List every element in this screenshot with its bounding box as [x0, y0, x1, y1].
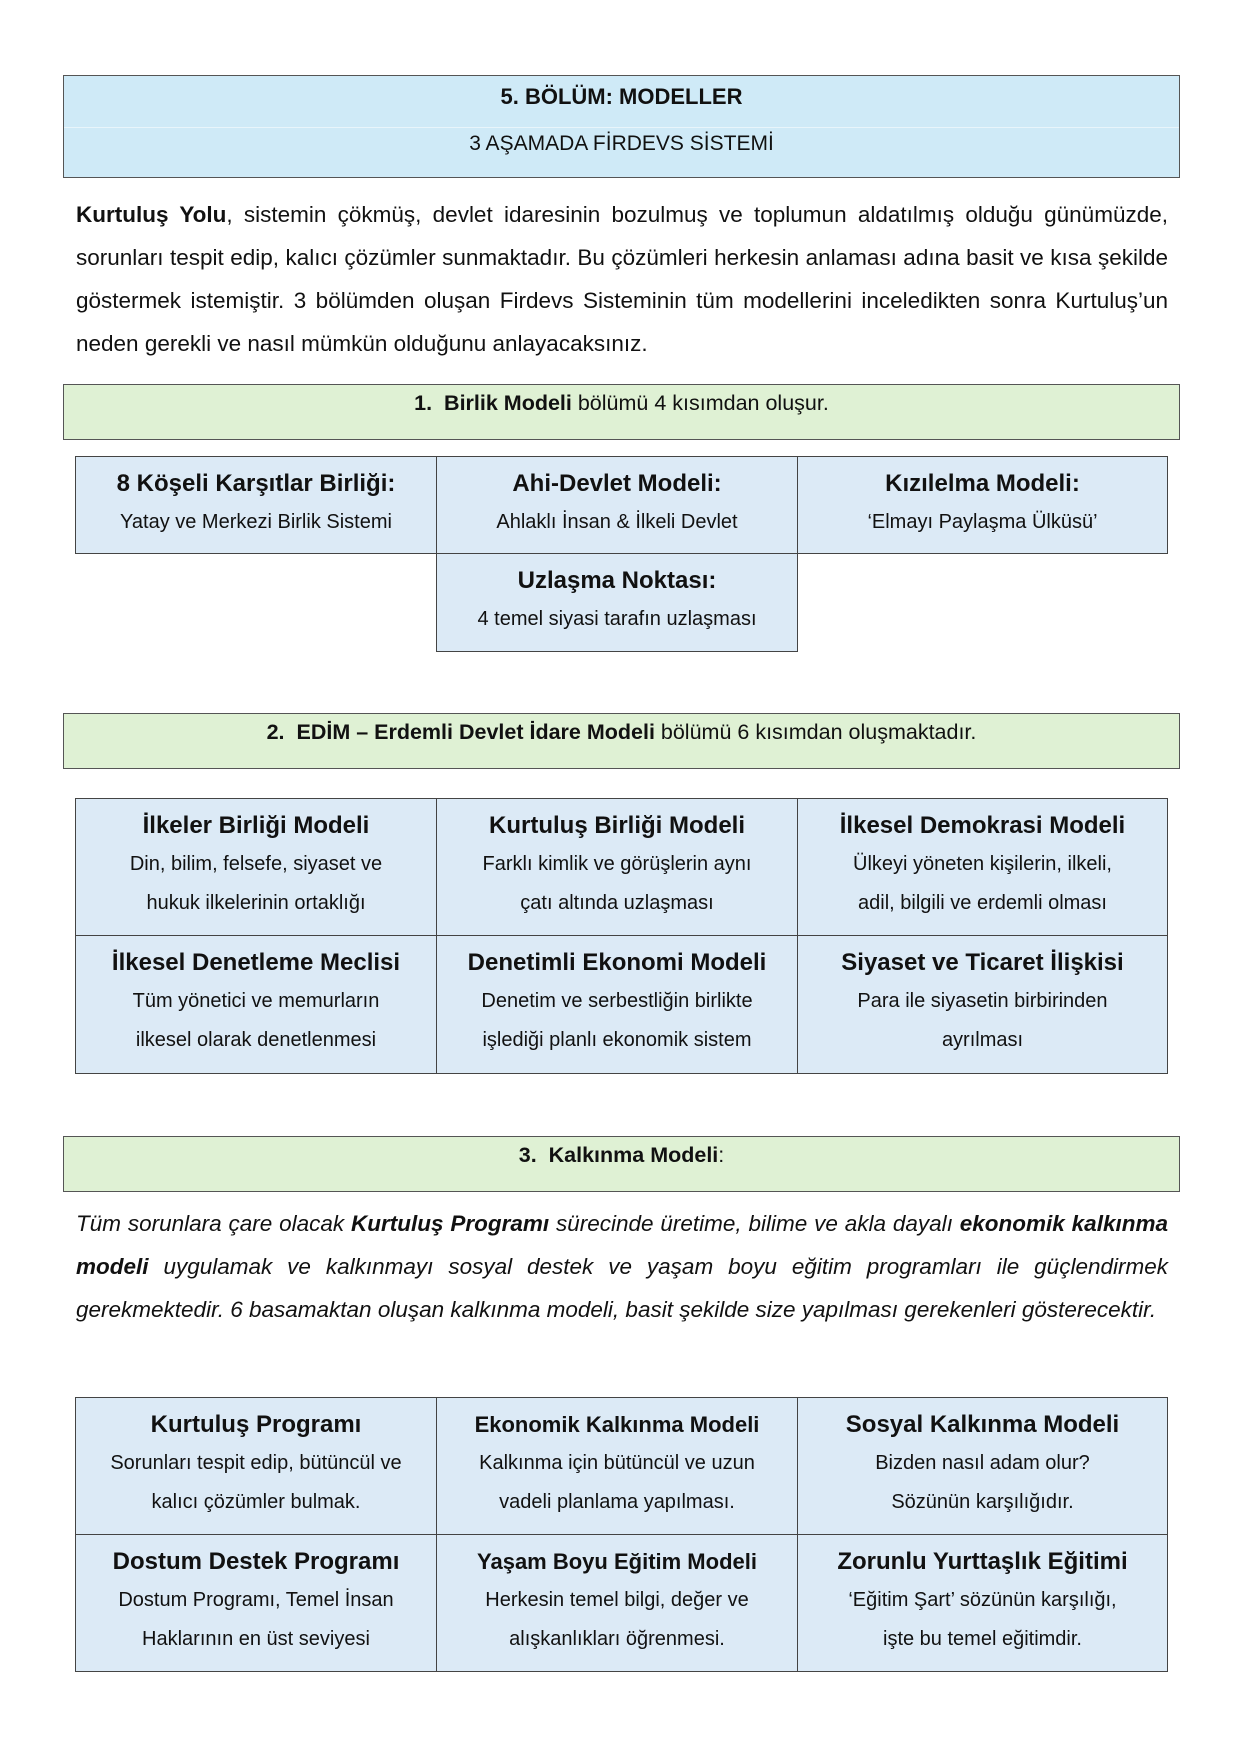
para-bold: Kurtuluş Programı [351, 1211, 550, 1236]
section-2-rest: bölümü 6 kısımdan oluşmaktadır. [654, 720, 977, 744]
model-card-desc-line: ilkesel olarak denetlenmesi [135, 1029, 377, 1051]
section-1-heading [63, 384, 1180, 440]
model-card-desc: Yatay ve Merkezi Birlik Sistemi [120, 511, 392, 533]
model-card-desc-line: işlediği planlı ekonomik sistem [482, 1029, 752, 1051]
model-card-desc-line: çatı altında uzlaşması [520, 892, 714, 914]
section-3-title: Kalkınma Modeli [548, 1143, 719, 1167]
model-card-desc-line: hukuk ilkelerinin ortaklığı [146, 892, 366, 914]
model-card-title: İlkesel Denetleme Meclisi [111, 949, 401, 976]
section-3-number: 3. [518, 1143, 537, 1167]
model-card-title: Siyaset ve Ticaret İlişkisi [841, 949, 1124, 976]
chapter-subtitle: 3 AŞAMADA FİRDEVS SİSTEMİ [469, 132, 774, 155]
model-card [75, 935, 437, 1074]
chapter-header [63, 75, 1180, 178]
model-card-desc-line: Haklarının en üst seviyesi [142, 1628, 370, 1650]
model-card-desc-line: Kalkınma için bütüncül ve uzun [479, 1452, 755, 1474]
model-card [797, 1534, 1168, 1672]
section-3-rest: : [718, 1143, 725, 1167]
section-2-number: 2. [266, 720, 285, 744]
section-2-heading [63, 713, 1180, 769]
para-text: Tüm sorunlara çare olacak [76, 1211, 352, 1236]
model-card [436, 1534, 798, 1672]
model-card-title: Kurtuluş Birliği Modeli [489, 812, 745, 839]
model-card-desc-line: Herkesin temel bilgi, değer ve [485, 1589, 749, 1611]
section-1-number: 1. [414, 391, 433, 415]
model-card-title: Kızılelma Modeli: [885, 470, 1080, 497]
model-card [797, 935, 1168, 1074]
model-card-desc-line: Bizden nasıl adam olur? [875, 1452, 1090, 1474]
intro-paragraph [76, 193, 1168, 365]
model-card-desc-line: Farklı kimlik ve görüşlerin aynı [482, 853, 752, 875]
model-card [436, 456, 798, 554]
model-card-desc-line: ayrılması [941, 1029, 1024, 1051]
model-card-desc-line: Sorunları tespit edip, bütüncül ve [110, 1452, 402, 1474]
chapter-title: 5. BÖLÜM: MODELLER [500, 84, 743, 109]
para-text: uygulamak ve kalkınmayı sosyal destek ve yaşam boyu eğitim programları ile güçlendirmek gerekmektedir. 6 basamaktan oluşan kalkınma modeli, basit şekilde size yapılması gerekenleri gösterecektir. [76, 1254, 1168, 1322]
model-card-title: Denetimli Ekonomi Modeli [467, 949, 767, 976]
model-card [75, 1397, 437, 1535]
intro-lead: Kurtuluş Yolu [76, 202, 227, 227]
model-card-desc-line: Dostum Programı, Temel İnsan [118, 1589, 394, 1611]
para-bold: ekonomik kalkınma modeli [76, 1211, 1168, 1279]
model-card-title: Sosyal Kalkınma Modeli [845, 1411, 1120, 1438]
model-card-title: Yaşam Boyu Eğitim Modeli [477, 1549, 757, 1574]
model-card-desc-line: Ülkeyi yöneten kişilerin, ilkeli, [853, 853, 1112, 875]
model-card-desc-line: işte bu temel eğitimdir. [883, 1628, 1082, 1650]
model-card [75, 798, 437, 936]
model-card [797, 456, 1168, 554]
model-card-desc-line: Sözünün karşılığıdır. [891, 1491, 1074, 1513]
model-card-title: Uzlaşma Noktası: [517, 567, 717, 594]
model-card-desc: 4 temel siyasi tarafın uzlaşması [477, 608, 757, 630]
model-card [436, 1397, 798, 1535]
section-1-rest: bölümü 4 kısımdan oluşur. [571, 391, 829, 415]
section-3-paragraph [76, 1202, 1168, 1331]
model-card-desc-line: Din, bilim, felsefe, siyaset ve [129, 853, 383, 875]
section-1-grid [75, 456, 1168, 652]
model-card [436, 935, 798, 1074]
model-card-desc-line: ‘Eğitim Şart’ sözünün karşılığı, [848, 1589, 1117, 1611]
model-card [75, 1534, 437, 1672]
model-card-title: Zorunlu Yurttaşlık Eğitimi [837, 1548, 1128, 1575]
model-card [436, 798, 798, 936]
header-divider [64, 127, 1179, 128]
para-text: sürecinde üretime, bilime ve akla dayalı [549, 1211, 960, 1236]
model-card-title: Ahi-Devlet Modeli: [512, 470, 722, 497]
model-card-title: 8 Köşeli Karşıtlar Birliği: [116, 470, 396, 497]
model-card-title: Dostum Destek Programı [112, 1548, 400, 1575]
model-card-desc-line: adil, bilgili ve erdemli olması [858, 892, 1107, 914]
model-card [436, 553, 798, 652]
model-card-desc-line: alışkanlıkları öğrenmesi. [509, 1628, 725, 1650]
section-1-title: Birlik Modeli [444, 391, 572, 415]
model-card-desc: ‘Elmayı Paylaşma Ülküsü’ [867, 511, 1098, 533]
model-card-desc-line: Para ile siyasetin birbirinden [857, 990, 1108, 1012]
model-card-title: İlkeler Birliği Modeli [142, 812, 370, 839]
section-3-heading [63, 1136, 1180, 1192]
model-card-desc-line: Denetim ve serbestliğin birlikte [481, 990, 753, 1012]
model-card-title: İlkesel Demokrasi Modeli [839, 812, 1126, 839]
section-3-grid [75, 1397, 1168, 1672]
model-card-title: Kurtuluş Programı [150, 1411, 362, 1438]
model-card [797, 798, 1168, 936]
model-card-desc-line: vadeli planlama yapılması. [499, 1491, 735, 1513]
model-card-title: Ekonomik Kalkınma Modeli [474, 1412, 760, 1437]
model-card-desc: Ahlaklı İnsan & İlkeli Devlet [496, 511, 738, 533]
model-card [75, 456, 437, 554]
intro-text: , sistemin çökmüş, devlet idaresinin bozulmuş ve toplumun aldatılmış olduğu günümüzde, sorunları tespit edip, kalıcı çözümler sunmaktadır. Bu çözümleri herkesin anlaması adına basit ve kısa şekilde göstermek istemiştir. 3 bölümden oluşan Firdevs Sisteminin tüm modellerini inceledikten sonra Kurtuluş’un neden gerekli ve nasıl mümkün olduğunu anlayacaksınız. [76, 202, 1168, 356]
model-card [797, 1397, 1168, 1535]
section-2-grid [75, 798, 1168, 1074]
model-card-desc-line: kalıcı çözümler bulmak. [151, 1491, 361, 1513]
model-card-desc-line: Tüm yönetici ve memurların [132, 990, 380, 1012]
section-2-title: EDİM – Erdemli Devlet İdare Modeli [296, 720, 655, 744]
